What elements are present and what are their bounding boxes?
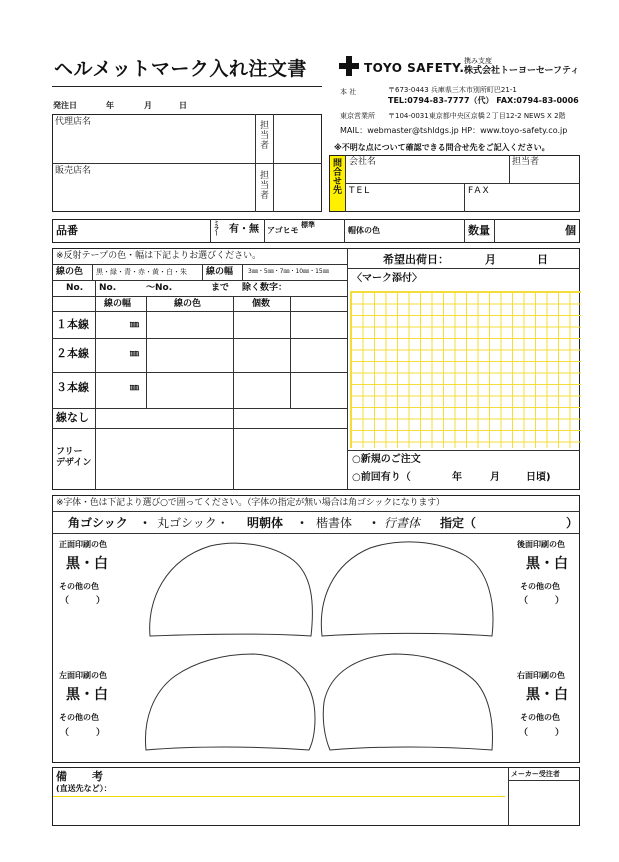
- tape-width-options[interactable]: 3㎜・5㎜・7㎜・10㎜・15㎜: [248, 268, 329, 275]
- qty-label: 数量: [468, 224, 490, 237]
- font-option-mincho[interactable]: 明朝体: [247, 516, 284, 530]
- company-tag: 携み支度: [464, 57, 492, 65]
- number-until: まで: [211, 283, 230, 293]
- visor-label: ミラー: [212, 220, 219, 235]
- tape-instruction: ※反射テープの色・幅は下記よりお選びください。: [56, 251, 262, 261]
- repeat-month-label: 月: [490, 472, 500, 483]
- number-from: No.: [99, 283, 117, 293]
- right-other-label: その他の色: [520, 713, 560, 722]
- remarks-sub-label: (直送先など）：: [56, 784, 112, 793]
- brand-name: TOYO SAFETY.: [364, 61, 465, 75]
- tokyo-label: 東京営業所: [340, 112, 375, 120]
- row-2-label: ２本線: [56, 347, 89, 360]
- back-colors[interactable]: 黒・白: [526, 556, 568, 572]
- order-year-label: 年: [106, 101, 114, 110]
- mail-hp: MAIL：webmaster@tshldgs.jp HP：www.toyo-safety.co.jp: [340, 126, 568, 135]
- number-to: ～No.: [146, 283, 173, 293]
- hq-phone: TEL:0794-83-7777（代） FAX:0794-83-0006: [388, 96, 579, 105]
- free-design-label: フリー デザイン: [56, 447, 92, 468]
- ship-day-label: 日: [537, 253, 548, 266]
- right-other-field[interactable]: （ ）: [519, 728, 565, 738]
- left-print-label: 左面印刷の色: [59, 671, 107, 680]
- repeat-day-label: 日頃): [526, 472, 551, 483]
- maker-receiver-label: メーカー受注者: [511, 770, 560, 778]
- shell-color-label: 帽体の色: [348, 226, 380, 235]
- front-colors[interactable]: 黒・白: [66, 556, 108, 572]
- font-sep-1: ・: [139, 516, 152, 530]
- qty-unit: 個: [565, 224, 576, 237]
- row-1-color-field[interactable]: [148, 313, 231, 336]
- hq-label: 本 社: [340, 88, 357, 96]
- agent-person-field[interactable]: [274, 115, 320, 162]
- contact-fax-label: FAX: [468, 186, 491, 196]
- front-other-field[interactable]: （ ）: [60, 596, 106, 606]
- contact-company-label: 会社名: [349, 157, 377, 167]
- tape-width-label: 線の幅: [206, 267, 234, 277]
- company-name: 株式会社トーヨーセーフティ: [464, 66, 580, 76]
- order-day-label: 日: [179, 101, 187, 110]
- dealer-person-label: 担当者: [258, 170, 268, 200]
- number-label: No.: [66, 283, 84, 293]
- agent-name-label: 代理店名: [55, 117, 92, 127]
- helmet-front-outline[interactable]: [145, 540, 315, 642]
- no-line-label: 線なし: [56, 411, 89, 424]
- contact-tel-label: TEL: [349, 186, 372, 196]
- tape-color-options[interactable]: 黒・緑・青・赤・黄・白・朱: [96, 268, 187, 276]
- col-count-header: 個数: [252, 299, 271, 309]
- font-specify-close: ）: [566, 516, 579, 530]
- contact-notice: ※不明な点について確認できる問合せ先をご記入ください。: [334, 143, 550, 152]
- col-width-header: 線の幅: [104, 299, 132, 309]
- agent-name-field[interactable]: [56, 132, 252, 160]
- dealer-name-field[interactable]: [56, 180, 252, 208]
- mark-design-grid[interactable]: [350, 291, 581, 448]
- remarks-label: 備 考: [56, 770, 104, 783]
- row-3-mm: ㎜: [130, 383, 140, 393]
- tokyo-address: 〒104-0031東京都中央区京橋２丁目12-2 NEWS X 2階: [388, 112, 566, 120]
- font-instruction: ※字体・色は下記より選び○で囲ってください。（字体の指定が無い場合は角ゴシックになります）: [56, 498, 445, 508]
- row-3-label: ３本線: [56, 381, 89, 394]
- new-order-option[interactable]: ○新規のご注文: [352, 454, 421, 465]
- row-1-label: １本線: [56, 318, 89, 331]
- item-no-field[interactable]: [84, 221, 208, 241]
- row-2-mm: ㎜: [130, 349, 140, 359]
- tape-color-label: 線の色: [56, 267, 84, 277]
- helmet-back-outline[interactable]: [318, 540, 496, 642]
- repeat-order-option[interactable]: ○前回有り（: [352, 472, 411, 483]
- toyo-cross-logo-icon: [339, 56, 359, 76]
- number-except: 除く数字：: [242, 283, 288, 293]
- font-sep-3: ・: [368, 516, 381, 530]
- left-colors[interactable]: 黒・白: [66, 687, 108, 703]
- ship-month-label: 月: [485, 253, 496, 266]
- visor-option[interactable]: 有・無: [229, 224, 259, 235]
- font-option-kaku-gothic[interactable]: 角ゴシック: [68, 516, 128, 530]
- front-other-label: その他の色: [59, 582, 99, 591]
- left-other-field[interactable]: （ ）: [60, 728, 106, 738]
- front-print-label: 正面印刷の色: [59, 540, 107, 549]
- order-month-label: 月: [144, 101, 152, 110]
- font-option-gyosho[interactable]: 行書体: [384, 516, 421, 530]
- font-option-kaisho[interactable]: 楷書体: [316, 516, 353, 530]
- col-color-header: 線の色: [174, 299, 202, 309]
- hq-address: 〒673-0443 兵庫県三木市別所町巴21-1: [388, 86, 517, 94]
- right-colors[interactable]: 黒・白: [526, 687, 568, 703]
- chin-strap-label: アゴヒモ: [267, 226, 299, 235]
- contact-person-label: 担当者: [512, 157, 540, 167]
- remarks-field[interactable]: [56, 798, 504, 824]
- page-title: ヘルメットマーク入れ注文書: [54, 58, 307, 80]
- back-other-field[interactable]: （ ）: [519, 596, 565, 606]
- left-other-label: その他の色: [59, 713, 99, 722]
- right-print-label: 右面印刷の色: [517, 671, 565, 680]
- order-date-label: 発注日: [53, 101, 77, 110]
- dealer-name-label: 販売店名: [55, 166, 92, 176]
- mark-attach-label: 〈マーク添付〉: [352, 273, 422, 284]
- row-1-count-field[interactable]: [235, 313, 288, 336]
- ship-date-label: 希望出荷日：: [383, 253, 449, 266]
- item-no-label: 品番: [56, 224, 78, 237]
- font-option-maru-gothic[interactable]: 丸ゴシック・: [157, 516, 229, 530]
- font-sep-2: ・: [296, 516, 309, 530]
- back-other-label: その他の色: [520, 582, 560, 591]
- back-print-label: 後面印刷の色: [517, 540, 565, 549]
- contact-side-label: 問合せ先: [331, 158, 341, 194]
- maker-receiver-field[interactable]: [510, 782, 578, 824]
- qty-field[interactable]: [496, 221, 562, 241]
- shell-color-field[interactable]: [382, 221, 462, 241]
- title-underline: [52, 86, 322, 87]
- chin-standard: 標準: [301, 221, 315, 229]
- dealer-person-field[interactable]: [274, 164, 320, 210]
- font-specify-label[interactable]: 指定（: [440, 516, 477, 530]
- row-1-width-field[interactable]: [97, 313, 127, 336]
- helmet-right-outline[interactable]: [318, 654, 496, 756]
- helmet-left-outline[interactable]: [143, 654, 318, 756]
- agent-person-label: 担当者: [258, 120, 268, 150]
- repeat-year-label: 年: [452, 472, 462, 483]
- row-1-mm: ㎜: [130, 320, 140, 330]
